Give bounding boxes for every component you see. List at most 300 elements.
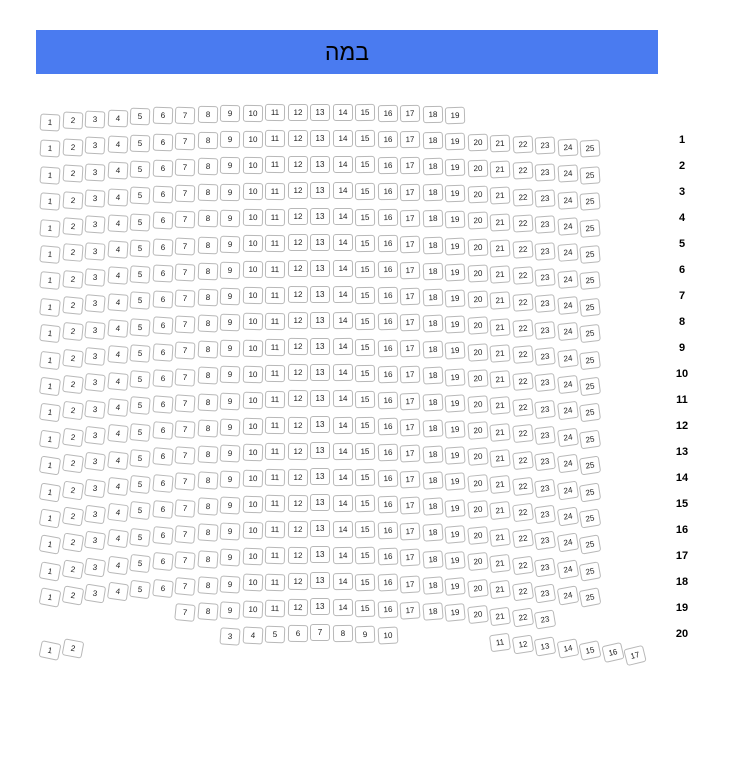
seat[interactable]: 5 <box>129 580 151 599</box>
seat[interactable]: 24 <box>556 454 578 474</box>
seat[interactable]: 23 <box>534 294 555 313</box>
seat[interactable]: 25 <box>579 324 601 343</box>
seat[interactable]: 15 <box>355 365 375 382</box>
seat[interactable]: 23 <box>534 347 556 366</box>
seat[interactable]: 4 <box>107 345 128 364</box>
seat[interactable]: 18 <box>422 550 443 568</box>
seat[interactable]: 6 <box>152 369 173 387</box>
seat[interactable]: 18 <box>422 576 443 595</box>
seat[interactable]: 13 <box>310 598 330 615</box>
seat[interactable]: 12 <box>287 468 307 485</box>
seat[interactable]: 3 <box>84 557 106 577</box>
seat[interactable]: 11 <box>265 287 285 304</box>
seat[interactable]: 16 <box>377 444 398 462</box>
seat[interactable]: 21 <box>490 134 511 152</box>
seat[interactable]: 6 <box>152 552 174 571</box>
seat[interactable]: 19 <box>445 316 466 334</box>
seat[interactable]: 7 <box>174 420 195 438</box>
seat[interactable]: 3 <box>85 110 106 128</box>
seat[interactable]: 9 <box>220 183 240 201</box>
seat[interactable]: 1 <box>39 271 61 290</box>
seat[interactable]: 4 <box>107 398 129 417</box>
seat[interactable]: 24 <box>556 506 578 526</box>
seat[interactable]: 22 <box>512 135 533 153</box>
seat[interactable]: 4 <box>242 626 263 644</box>
seat[interactable]: 9 <box>219 601 240 619</box>
seat[interactable]: 17 <box>400 183 420 201</box>
seat[interactable]: 21 <box>489 449 511 468</box>
seat[interactable]: 7 <box>174 473 195 492</box>
seat[interactable]: 5 <box>129 292 150 310</box>
seat[interactable]: 17 <box>400 131 420 148</box>
seat[interactable]: 8 <box>197 288 218 306</box>
seat[interactable]: 19 <box>445 132 466 150</box>
seat[interactable]: 4 <box>107 135 128 153</box>
seat[interactable]: 9 <box>220 470 241 488</box>
seat[interactable]: 6 <box>152 212 173 230</box>
seat[interactable]: 5 <box>129 318 150 336</box>
seat[interactable]: 22 <box>511 555 533 575</box>
seat[interactable]: 1 <box>39 192 60 210</box>
seat[interactable]: 23 <box>534 478 556 498</box>
seat[interactable]: 16 <box>377 209 397 226</box>
seat[interactable]: 21 <box>489 528 511 547</box>
seat[interactable]: 15 <box>355 495 375 513</box>
seat[interactable]: 19 <box>444 420 465 438</box>
seat[interactable]: 14 <box>332 494 352 511</box>
seat[interactable]: 11 <box>265 365 285 382</box>
seat[interactable]: 18 <box>422 498 443 516</box>
seat[interactable]: 15 <box>355 182 375 199</box>
seat[interactable]: 17 <box>400 235 421 253</box>
seat[interactable]: 13 <box>310 130 330 147</box>
seat[interactable]: 10 <box>242 600 263 618</box>
seat[interactable]: 5 <box>130 108 151 126</box>
seat[interactable]: 20 <box>467 186 488 204</box>
seat[interactable]: 8 <box>332 625 352 642</box>
seat[interactable]: 8 <box>197 184 218 202</box>
seat[interactable]: 2 <box>62 322 84 341</box>
seat[interactable]: 2 <box>62 296 84 315</box>
seat[interactable]: 7 <box>174 499 195 518</box>
seat[interactable]: 20 <box>467 605 489 624</box>
seat[interactable]: 19 <box>445 289 466 307</box>
seat[interactable]: 24 <box>556 428 578 447</box>
seat[interactable]: 10 <box>242 104 262 121</box>
seat[interactable]: 19 <box>444 368 465 386</box>
seat[interactable]: 16 <box>377 391 398 409</box>
seat[interactable]: 23 <box>534 189 555 207</box>
seat[interactable]: 16 <box>377 313 397 331</box>
seat[interactable]: 5 <box>129 370 150 389</box>
seat[interactable]: 21 <box>489 423 511 442</box>
seat[interactable]: 11 <box>265 208 285 225</box>
seat[interactable]: 12 <box>287 104 307 121</box>
seat[interactable]: 20 <box>467 369 488 387</box>
seat[interactable]: 16 <box>377 261 397 278</box>
seat[interactable]: 4 <box>107 162 128 180</box>
seat[interactable]: 9 <box>220 366 241 384</box>
seat[interactable]: 7 <box>174 551 195 570</box>
seat[interactable]: 16 <box>601 642 624 663</box>
seat[interactable]: 15 <box>355 391 375 408</box>
seat[interactable]: 21 <box>489 397 510 416</box>
seat[interactable]: 7 <box>175 159 196 177</box>
seat[interactable]: 1 <box>38 640 61 661</box>
seat[interactable]: 10 <box>242 365 263 383</box>
seat[interactable]: 11 <box>265 339 285 356</box>
seat[interactable]: 23 <box>535 163 556 181</box>
seat[interactable]: 25 <box>579 271 601 290</box>
seat[interactable]: 1 <box>39 245 60 264</box>
seat[interactable]: 11 <box>265 521 285 539</box>
seat[interactable]: 17 <box>623 645 646 666</box>
seat[interactable]: 14 <box>332 390 352 407</box>
seat[interactable]: 3 <box>84 216 105 234</box>
seat[interactable]: 8 <box>197 210 218 228</box>
seat[interactable]: 4 <box>107 214 128 232</box>
seat[interactable]: 15 <box>355 104 375 121</box>
seat[interactable]: 12 <box>287 182 307 199</box>
seat[interactable]: 19 <box>445 185 466 203</box>
seat[interactable]: 1 <box>39 140 60 158</box>
seat[interactable]: 21 <box>489 318 510 336</box>
seat[interactable]: 11 <box>265 495 285 513</box>
seat[interactable]: 13 <box>310 260 330 277</box>
seat[interactable]: 13 <box>310 520 330 537</box>
seat[interactable]: 11 <box>265 443 285 461</box>
seat[interactable]: 25 <box>579 377 601 396</box>
seat[interactable]: 6 <box>152 474 173 493</box>
seat[interactable]: 6 <box>152 448 173 467</box>
seat[interactable]: 9 <box>220 340 241 358</box>
seat[interactable]: 1 <box>39 219 60 238</box>
seat[interactable]: 14 <box>332 182 352 199</box>
seat[interactable]: 20 <box>467 474 488 493</box>
seat[interactable]: 5 <box>130 161 151 179</box>
seat[interactable]: 19 <box>445 211 466 229</box>
seat[interactable]: 7 <box>175 132 196 150</box>
seat[interactable]: 14 <box>332 104 352 121</box>
seat[interactable]: 8 <box>197 576 218 595</box>
seat[interactable]: 15 <box>355 417 375 434</box>
seat[interactable]: 3 <box>84 294 105 313</box>
seat[interactable]: 21 <box>489 239 510 257</box>
seat[interactable]: 20 <box>467 238 488 256</box>
seat[interactable]: 5 <box>130 134 151 152</box>
seat[interactable]: 16 <box>377 104 397 121</box>
seat[interactable]: 2 <box>61 559 84 579</box>
seat[interactable]: 25 <box>579 192 600 210</box>
seat[interactable]: 2 <box>61 506 83 526</box>
seat[interactable]: 20 <box>467 500 489 519</box>
seat[interactable]: 15 <box>355 234 375 251</box>
seat[interactable]: 5 <box>129 397 150 416</box>
seat[interactable]: 19 <box>444 342 465 360</box>
seat[interactable]: 5 <box>129 528 151 547</box>
seat[interactable]: 15 <box>355 521 375 539</box>
seat[interactable]: 11 <box>265 261 285 278</box>
seat[interactable]: 11 <box>265 182 285 199</box>
seat[interactable]: 11 <box>265 130 285 147</box>
seat[interactable]: 10 <box>242 287 262 305</box>
seat[interactable]: 18 <box>422 315 443 333</box>
seat[interactable]: 10 <box>242 391 263 409</box>
seat[interactable]: 9 <box>220 444 241 462</box>
seat[interactable]: 8 <box>197 393 218 411</box>
seat[interactable]: 1 <box>39 587 62 607</box>
seat-map[interactable] <box>0 95 740 661</box>
seat[interactable]: 3 <box>84 400 106 419</box>
seat[interactable]: 2 <box>62 138 83 156</box>
seat[interactable]: 14 <box>332 338 352 355</box>
seat[interactable]: 25 <box>579 535 602 555</box>
seat[interactable]: 2 <box>61 428 83 447</box>
seat[interactable]: 24 <box>556 533 578 553</box>
seat[interactable]: 4 <box>107 319 128 338</box>
seat[interactable]: 7 <box>175 263 196 281</box>
seat[interactable]: 5 <box>130 213 151 231</box>
seat[interactable]: 24 <box>556 480 578 500</box>
seat[interactable]: 10 <box>242 235 262 252</box>
seat[interactable]: 7 <box>174 342 195 360</box>
seat[interactable]: 1 <box>39 350 61 369</box>
seat[interactable]: 4 <box>106 582 128 602</box>
seat[interactable]: 25 <box>579 429 601 449</box>
seat[interactable]: 24 <box>557 164 578 182</box>
seat[interactable]: 14 <box>332 130 352 147</box>
seat[interactable]: 7 <box>174 577 196 596</box>
seat[interactable]: 11 <box>265 156 285 173</box>
seat[interactable]: 11 <box>265 391 285 408</box>
seat[interactable]: 19 <box>445 237 466 255</box>
seat[interactable]: 15 <box>355 261 375 278</box>
seat[interactable]: 16 <box>377 522 398 540</box>
seat[interactable]: 9 <box>220 288 241 306</box>
seat[interactable]: 11 <box>265 313 285 330</box>
seat[interactable]: 18 <box>422 445 443 463</box>
seat[interactable]: 21 <box>489 370 510 389</box>
seat[interactable]: 5 <box>130 187 151 205</box>
seat[interactable]: 11 <box>265 469 285 487</box>
seat[interactable]: 16 <box>377 470 398 488</box>
seat[interactable]: 23 <box>534 268 555 287</box>
seat[interactable]: 3 <box>84 583 106 603</box>
seat[interactable]: 11 <box>265 573 286 591</box>
seat[interactable]: 8 <box>197 471 218 489</box>
seat[interactable]: 3 <box>84 268 105 287</box>
seat[interactable]: 22 <box>511 582 533 602</box>
seat[interactable]: 14 <box>332 442 352 459</box>
seat[interactable]: 21 <box>489 501 511 520</box>
seat[interactable]: 10 <box>242 183 262 200</box>
seat[interactable]: 9 <box>220 549 241 567</box>
seat[interactable]: 5 <box>265 625 286 643</box>
seat[interactable]: 19 <box>444 473 465 492</box>
seat[interactable]: 13 <box>310 364 330 381</box>
seat[interactable]: 8 <box>197 158 217 176</box>
seat[interactable]: 19 <box>444 577 466 596</box>
seat[interactable]: 13 <box>310 156 330 173</box>
seat[interactable]: 9 <box>220 262 241 280</box>
seat[interactable]: 21 <box>489 292 510 310</box>
seat[interactable]: 20 <box>467 421 488 440</box>
seat[interactable]: 8 <box>197 132 217 150</box>
seat[interactable]: 24 <box>556 585 579 605</box>
seat[interactable]: 4 <box>107 424 129 443</box>
seat[interactable]: 18 <box>422 524 443 542</box>
seat[interactable]: 17 <box>400 418 421 436</box>
seat[interactable]: 18 <box>422 262 443 280</box>
seat[interactable]: 15 <box>355 469 375 487</box>
seat[interactable]: 9 <box>220 392 241 410</box>
seat[interactable]: 24 <box>557 401 579 420</box>
seat[interactable]: 20 <box>467 159 488 177</box>
seat[interactable]: 8 <box>197 445 218 463</box>
seat[interactable]: 7 <box>175 106 195 124</box>
seat[interactable]: 7 <box>175 289 196 307</box>
seat[interactable]: 13 <box>310 390 330 407</box>
seat[interactable]: 9 <box>355 625 376 643</box>
seat[interactable]: 8 <box>197 524 218 542</box>
seat[interactable]: 16 <box>377 235 397 252</box>
seat[interactable]: 18 <box>422 471 443 489</box>
seat[interactable]: 6 <box>152 317 173 335</box>
seat[interactable]: 22 <box>512 503 534 522</box>
seat[interactable]: 11 <box>265 599 286 617</box>
seat[interactable]: 9 <box>220 523 241 541</box>
seat[interactable]: 13 <box>310 104 330 121</box>
seat[interactable]: 18 <box>422 132 442 150</box>
seat[interactable]: 22 <box>512 319 533 338</box>
seat[interactable]: 18 <box>422 367 443 385</box>
seat[interactable]: 8 <box>197 105 217 122</box>
seat[interactable]: 18 <box>422 341 443 359</box>
seat[interactable]: 21 <box>489 580 511 599</box>
seat[interactable]: 13 <box>310 468 330 485</box>
seat[interactable]: 17 <box>400 314 421 332</box>
seat[interactable]: 12 <box>287 156 307 173</box>
seat[interactable]: 23 <box>534 216 555 234</box>
seat[interactable]: 3 <box>84 347 106 366</box>
seat[interactable]: 5 <box>129 423 151 442</box>
seat[interactable]: 13 <box>310 312 330 329</box>
seat[interactable]: 16 <box>377 600 398 618</box>
seat[interactable]: 21 <box>489 475 511 494</box>
seat[interactable]: 10 <box>242 157 262 174</box>
seat[interactable]: 8 <box>197 262 218 280</box>
seat[interactable]: 22 <box>512 450 534 469</box>
seat[interactable]: 5 <box>129 344 150 363</box>
seat[interactable]: 4 <box>107 109 128 127</box>
seat[interactable]: 3 <box>84 189 105 207</box>
seat[interactable]: 12 <box>287 312 307 329</box>
seat[interactable]: 17 <box>400 262 421 280</box>
seat[interactable]: 21 <box>490 187 511 205</box>
seat[interactable]: 19 <box>444 499 465 518</box>
seat[interactable]: 2 <box>62 243 83 262</box>
seat[interactable]: 17 <box>400 288 421 306</box>
seat[interactable]: 8 <box>197 498 218 516</box>
seat[interactable]: 6 <box>152 579 174 598</box>
seat[interactable]: 24 <box>557 322 579 341</box>
seat[interactable]: 24 <box>557 349 579 368</box>
seat[interactable]: 2 <box>62 401 84 420</box>
seat[interactable]: 16 <box>377 417 398 435</box>
seat[interactable]: 6 <box>152 107 173 125</box>
seat[interactable]: 14 <box>332 234 352 251</box>
seat[interactable]: 15 <box>578 640 601 661</box>
seat[interactable]: 10 <box>242 313 262 331</box>
seat[interactable]: 3 <box>84 478 106 498</box>
seat[interactable]: 9 <box>220 131 240 148</box>
seat[interactable]: 15 <box>355 573 376 591</box>
seat[interactable]: 22 <box>512 267 533 285</box>
seat[interactable]: 20 <box>467 290 488 308</box>
seat[interactable]: 19 <box>444 603 466 622</box>
seat[interactable]: 3 <box>219 627 240 645</box>
seat[interactable]: 10 <box>377 626 398 644</box>
seat[interactable]: 10 <box>242 339 263 357</box>
seat[interactable]: 23 <box>534 426 556 445</box>
seat[interactable]: 21 <box>490 213 511 231</box>
seat[interactable]: 14 <box>332 286 352 303</box>
seat[interactable]: 11 <box>265 234 285 251</box>
seat[interactable]: 13 <box>310 442 330 459</box>
seat[interactable]: 14 <box>556 638 579 658</box>
seat[interactable]: 4 <box>107 267 128 285</box>
seat[interactable]: 6 <box>152 133 173 151</box>
seat[interactable]: 18 <box>422 158 442 176</box>
seat[interactable]: 24 <box>557 191 578 209</box>
seat[interactable]: 16 <box>377 574 398 592</box>
seat[interactable]: 24 <box>557 138 578 156</box>
seat[interactable]: 13 <box>310 208 330 225</box>
seat[interactable]: 10 <box>242 574 263 592</box>
seat[interactable]: 7 <box>175 237 196 255</box>
seat[interactable]: 14 <box>332 416 352 433</box>
seat[interactable]: 16 <box>377 339 398 357</box>
seat[interactable]: 12 <box>287 234 307 251</box>
seat[interactable]: 22 <box>512 424 534 443</box>
seat[interactable]: 3 <box>85 163 106 181</box>
seat[interactable]: 2 <box>62 217 83 236</box>
seat[interactable]: 12 <box>287 364 307 381</box>
seat[interactable]: 17 <box>400 392 421 410</box>
seat[interactable]: 25 <box>579 219 600 238</box>
seat[interactable]: 16 <box>377 548 398 566</box>
seat[interactable]: 15 <box>355 443 375 461</box>
seat[interactable]: 15 <box>355 156 375 173</box>
seat[interactable]: 16 <box>377 183 397 200</box>
seat[interactable]: 3 <box>84 505 106 525</box>
seat[interactable]: 16 <box>377 496 398 514</box>
seat[interactable]: 19 <box>444 551 465 570</box>
seat[interactable]: 21 <box>489 554 511 573</box>
seat[interactable]: 23 <box>534 583 556 603</box>
seat[interactable]: 18 <box>422 419 443 437</box>
seat[interactable]: 17 <box>400 209 420 227</box>
seat[interactable]: 7 <box>175 185 196 203</box>
seat[interactable]: 18 <box>422 288 443 306</box>
seat[interactable]: 14 <box>332 156 352 173</box>
seat[interactable]: 9 <box>220 497 241 515</box>
seat[interactable]: 22 <box>512 240 533 258</box>
seat[interactable]: 19 <box>444 446 465 464</box>
seat[interactable]: 15 <box>355 130 375 147</box>
seat[interactable]: 9 <box>220 418 241 436</box>
seat[interactable]: 20 <box>467 526 489 545</box>
